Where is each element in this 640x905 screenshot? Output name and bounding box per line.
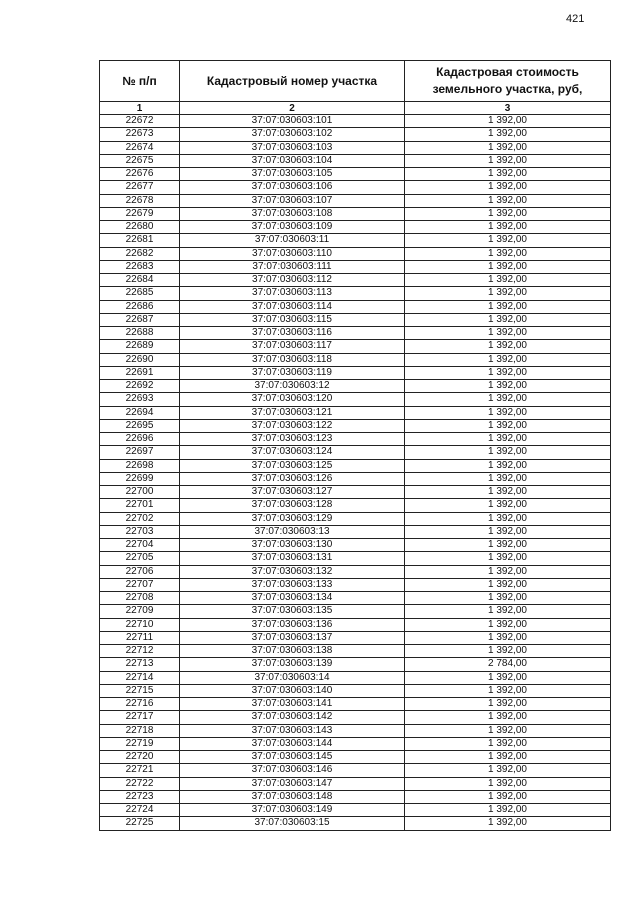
- cadastral-value-cell: 1 392,00: [405, 711, 611, 724]
- row-number-cell: 22713: [100, 658, 180, 671]
- table-row: [100, 671, 611, 684]
- row-number-cell: 22673: [100, 128, 180, 141]
- table-row: [100, 393, 611, 406]
- cadastral-value-cell: 1 392,00: [405, 472, 611, 485]
- cadastral-number-cell: 37:07:030603:110: [180, 247, 405, 260]
- cadastral-value-cell: 1 392,00: [405, 817, 611, 830]
- cadastral-value-cell: 1 392,00: [405, 565, 611, 578]
- cadastral-number-cell: 37:07:030603:123: [180, 433, 405, 446]
- cadastral-number-cell: 37:07:030603:103: [180, 141, 405, 154]
- cadastral-number-cell: 37:07:030603:14: [180, 671, 405, 684]
- table-row: [100, 645, 611, 658]
- row-number-cell: 22725: [100, 817, 180, 830]
- table-row: [100, 168, 611, 181]
- table-row: [100, 181, 611, 194]
- table-row: [100, 433, 611, 446]
- cadastral-number-cell: 37:07:030603:128: [180, 499, 405, 512]
- cadastral-value-cell: 1 392,00: [405, 141, 611, 154]
- row-number-cell: 22709: [100, 605, 180, 618]
- table-row: [100, 592, 611, 605]
- table-row: [100, 313, 611, 326]
- cadastral-value-cell: 1 392,00: [405, 552, 611, 565]
- cadastral-number-cell: 37:07:030603:132: [180, 565, 405, 578]
- table-row: [100, 380, 611, 393]
- table-row: [100, 327, 611, 340]
- row-number-cell: 22717: [100, 711, 180, 724]
- cadastral-number-cell: 37:07:030603:105: [180, 168, 405, 181]
- cadastral-value-cell: 1 392,00: [405, 804, 611, 817]
- row-number-cell: 22694: [100, 406, 180, 419]
- cadastral-value-cell: 1 392,00: [405, 605, 611, 618]
- row-number-cell: 22681: [100, 234, 180, 247]
- table-row: [100, 366, 611, 379]
- cadastral-number-cell: 37:07:030603:106: [180, 181, 405, 194]
- cadastral-number-cell: 37:07:030603:116: [180, 327, 405, 340]
- cadastral-number-cell: 37:07:030603:126: [180, 472, 405, 485]
- row-number-cell: 22686: [100, 300, 180, 313]
- table-row: [100, 472, 611, 485]
- row-number-cell: 22721: [100, 764, 180, 777]
- cadastral-value-cell: 1 392,00: [405, 671, 611, 684]
- cadastral-value-cell: 1 392,00: [405, 234, 611, 247]
- row-number-cell: 22684: [100, 274, 180, 287]
- row-number-cell: 22695: [100, 419, 180, 432]
- row-number-cell: 22688: [100, 327, 180, 340]
- cadastral-value-cell: 1 392,00: [405, 115, 611, 128]
- cadastral-value-cell: 1 392,00: [405, 684, 611, 697]
- table-header-row: [100, 61, 611, 102]
- cadastral-number-cell: 37:07:030603:145: [180, 751, 405, 764]
- table-row: [100, 777, 611, 790]
- table-row: [100, 578, 611, 591]
- cadastral-number-cell: 37:07:030603:117: [180, 340, 405, 353]
- cadastral-value-cell: 1 392,00: [405, 274, 611, 287]
- cadastral-value-cell: 1 392,00: [405, 698, 611, 711]
- page-number: 421: [566, 13, 585, 25]
- row-number-cell: 22704: [100, 539, 180, 552]
- cadastral-number-cell: 37:07:030603:147: [180, 777, 405, 790]
- table-row: [100, 804, 611, 817]
- cadastral-value-cell: 1 392,00: [405, 340, 611, 353]
- table-row: [100, 207, 611, 220]
- cadastral-value-cell: 1 392,00: [405, 433, 611, 446]
- row-number-cell: 22711: [100, 631, 180, 644]
- cadastral-value-table: [99, 60, 611, 831]
- cadastral-value-cell: 1 392,00: [405, 512, 611, 525]
- table-row: [100, 340, 611, 353]
- row-number-cell: 22696: [100, 433, 180, 446]
- table-row: [100, 751, 611, 764]
- row-number-cell: 22680: [100, 221, 180, 234]
- row-number-cell: 22672: [100, 115, 180, 128]
- cadastral-number-cell: 37:07:030603:127: [180, 486, 405, 499]
- row-number-cell: 22678: [100, 194, 180, 207]
- cadastral-number-cell: 37:07:030603:11: [180, 234, 405, 247]
- cadastral-value-cell: 1 392,00: [405, 618, 611, 631]
- row-number-cell: 22702: [100, 512, 180, 525]
- cadastral-value-cell: 1 392,00: [405, 353, 611, 366]
- table-row: [100, 698, 611, 711]
- cadastral-value-cell: 1 392,00: [405, 592, 611, 605]
- cadastral-number-cell: 37:07:030603:140: [180, 684, 405, 697]
- table-row: [100, 274, 611, 287]
- cadastral-value-cell: 1 392,00: [405, 724, 611, 737]
- table-row: [100, 486, 611, 499]
- row-number-cell: 22692: [100, 380, 180, 393]
- table-row: [100, 790, 611, 803]
- row-number-cell: 22716: [100, 698, 180, 711]
- row-number-cell: 22703: [100, 525, 180, 538]
- cadastral-number-cell: 37:07:030603:139: [180, 658, 405, 671]
- cadastral-number-cell: 37:07:030603:133: [180, 578, 405, 591]
- cadastral-number-cell: 37:07:030603:108: [180, 207, 405, 220]
- cadastral-value-cell: 1 392,00: [405, 631, 611, 644]
- cadastral-number-cell: 37:07:030603:136: [180, 618, 405, 631]
- header-cadastral-value: Кадастровая стоимость земельного участка, руб,: [405, 61, 611, 102]
- table-row: [100, 446, 611, 459]
- cadastral-number-cell: 37:07:030603:134: [180, 592, 405, 605]
- cadastral-value-cell: 1 392,00: [405, 578, 611, 591]
- cadastral-value-cell: 1 392,00: [405, 777, 611, 790]
- row-number-cell: 22677: [100, 181, 180, 194]
- table-row: [100, 287, 611, 300]
- row-number-cell: 22712: [100, 645, 180, 658]
- row-number-cell: 22693: [100, 393, 180, 406]
- cadastral-number-cell: 37:07:030603:142: [180, 711, 405, 724]
- cadastral-value-cell: 1 392,00: [405, 366, 611, 379]
- header-cadastral-number: Кадастровый номер участка: [180, 61, 405, 102]
- table-row: [100, 565, 611, 578]
- cadastral-value-cell: 1 392,00: [405, 764, 611, 777]
- table-row: [100, 128, 611, 141]
- table-row: [100, 221, 611, 234]
- row-number-cell: 22708: [100, 592, 180, 605]
- row-number-cell: 22718: [100, 724, 180, 737]
- table-row: [100, 631, 611, 644]
- cadastral-number-cell: 37:07:030603:101: [180, 115, 405, 128]
- cadastral-value-cell: 1 392,00: [405, 393, 611, 406]
- table-row: [100, 764, 611, 777]
- table-row: [100, 154, 611, 167]
- table-row: [100, 247, 611, 260]
- table-row: [100, 552, 611, 565]
- cadastral-number-cell: 37:07:030603:149: [180, 804, 405, 817]
- row-number-cell: 22699: [100, 472, 180, 485]
- cadastral-value-cell: 1 392,00: [405, 300, 611, 313]
- row-number-cell: 22710: [100, 618, 180, 631]
- cadastral-value-cell: 1 392,00: [405, 645, 611, 658]
- cadastral-number-cell: 37:07:030603:130: [180, 539, 405, 552]
- cadastral-number-cell: 37:07:030603:141: [180, 698, 405, 711]
- column-numbers-row: [100, 102, 611, 115]
- table-row: [100, 419, 611, 432]
- cadastral-value-cell: 1 392,00: [405, 525, 611, 538]
- row-number-cell: 22706: [100, 565, 180, 578]
- row-number-cell: 22700: [100, 486, 180, 499]
- cadastral-number-cell: 37:07:030603:137: [180, 631, 405, 644]
- row-number-cell: 22689: [100, 340, 180, 353]
- cadastral-number-cell: 37:07:030603:113: [180, 287, 405, 300]
- cadastral-value-cell: 1 392,00: [405, 181, 611, 194]
- cadastral-value-cell: 1 392,00: [405, 499, 611, 512]
- table-row: [100, 115, 611, 128]
- cadastral-value-cell: 1 392,00: [405, 207, 611, 220]
- table-row: [100, 525, 611, 538]
- row-number-cell: 22723: [100, 790, 180, 803]
- column-number: 1: [100, 102, 180, 115]
- table-row: [100, 353, 611, 366]
- cadastral-number-cell: 37:07:030603:104: [180, 154, 405, 167]
- cadastral-number-cell: 37:07:030603:112: [180, 274, 405, 287]
- row-number-cell: 22674: [100, 141, 180, 154]
- cadastral-value-cell: 1 392,00: [405, 154, 611, 167]
- table-row: [100, 512, 611, 525]
- table-row: [100, 194, 611, 207]
- cadastral-number-cell: 37:07:030603:120: [180, 393, 405, 406]
- row-number-cell: 22682: [100, 247, 180, 260]
- table-row: [100, 300, 611, 313]
- row-number-cell: 22675: [100, 154, 180, 167]
- cadastral-value-cell: 1 392,00: [405, 194, 611, 207]
- cadastral-number-cell: 37:07:030603:148: [180, 790, 405, 803]
- cadastral-number-cell: 37:07:030603:15: [180, 817, 405, 830]
- cadastral-number-cell: 37:07:030603:114: [180, 300, 405, 313]
- row-number-cell: 22676: [100, 168, 180, 181]
- row-number-cell: 22683: [100, 260, 180, 273]
- table-row: [100, 817, 611, 830]
- cadastral-number-cell: 37:07:030603:138: [180, 645, 405, 658]
- table-row: [100, 724, 611, 737]
- row-number-cell: 22690: [100, 353, 180, 366]
- cadastral-value-cell: 1 392,00: [405, 287, 611, 300]
- cadastral-value-cell: 1 392,00: [405, 539, 611, 552]
- table-row: [100, 499, 611, 512]
- column-number: 2: [180, 102, 405, 115]
- cadastral-value-cell: 1 392,00: [405, 406, 611, 419]
- row-number-cell: 22720: [100, 751, 180, 764]
- table-row: [100, 406, 611, 419]
- cadastral-number-cell: 37:07:030603:115: [180, 313, 405, 326]
- cadastral-value-cell: 1 392,00: [405, 419, 611, 432]
- row-number-cell: 22722: [100, 777, 180, 790]
- cadastral-value-cell: 1 392,00: [405, 221, 611, 234]
- row-number-cell: 22691: [100, 366, 180, 379]
- row-number-cell: 22714: [100, 671, 180, 684]
- table-row: [100, 605, 611, 618]
- cadastral-number-cell: 37:07:030603:118: [180, 353, 405, 366]
- cadastral-number-cell: 37:07:030603:13: [180, 525, 405, 538]
- table-row: [100, 539, 611, 552]
- row-number-cell: 22715: [100, 684, 180, 697]
- cadastral-value-cell: 1 392,00: [405, 247, 611, 260]
- cadastral-value-cell: 1 392,00: [405, 168, 611, 181]
- cadastral-number-cell: 37:07:030603:111: [180, 260, 405, 273]
- row-number-cell: 22701: [100, 499, 180, 512]
- table-row: [100, 618, 611, 631]
- cadastral-number-cell: 37:07:030603:143: [180, 724, 405, 737]
- table-row: [100, 141, 611, 154]
- cadastral-number-cell: 37:07:030603:12: [180, 380, 405, 393]
- row-number-cell: 22697: [100, 446, 180, 459]
- cadastral-number-cell: 37:07:030603:135: [180, 605, 405, 618]
- cadastral-number-cell: 37:07:030603:122: [180, 419, 405, 432]
- cadastral-value-cell: 1 392,00: [405, 737, 611, 750]
- cadastral-value-cell: 1 392,00: [405, 751, 611, 764]
- row-number-cell: 22724: [100, 804, 180, 817]
- cadastral-value-cell: 2 784,00: [405, 658, 611, 671]
- cadastral-value-cell: 1 392,00: [405, 128, 611, 141]
- cadastral-value-cell: 1 392,00: [405, 446, 611, 459]
- row-number-cell: 22719: [100, 737, 180, 750]
- cadastral-value-cell: 1 392,00: [405, 380, 611, 393]
- cadastral-number-cell: 37:07:030603:102: [180, 128, 405, 141]
- table-row: [100, 260, 611, 273]
- cadastral-value-cell: 1 392,00: [405, 313, 611, 326]
- cadastral-number-cell: 37:07:030603:146: [180, 764, 405, 777]
- row-number-cell: 22685: [100, 287, 180, 300]
- column-number: 3: [405, 102, 611, 115]
- cadastral-number-cell: 37:07:030603:131: [180, 552, 405, 565]
- cadastral-number-cell: 37:07:030603:144: [180, 737, 405, 750]
- cadastral-number-cell: 37:07:030603:125: [180, 459, 405, 472]
- table-row: [100, 737, 611, 750]
- header-row-number: № п/п: [100, 61, 180, 102]
- cadastral-value-cell: 1 392,00: [405, 459, 611, 472]
- table-row: [100, 234, 611, 247]
- cadastral-number-cell: 37:07:030603:129: [180, 512, 405, 525]
- row-number-cell: 22687: [100, 313, 180, 326]
- row-number-cell: 22698: [100, 459, 180, 472]
- cadastral-value-cell: 1 392,00: [405, 486, 611, 499]
- cadastral-value-cell: 1 392,00: [405, 327, 611, 340]
- cadastral-number-cell: 37:07:030603:107: [180, 194, 405, 207]
- cadastral-number-cell: 37:07:030603:124: [180, 446, 405, 459]
- table-row: [100, 459, 611, 472]
- cadastral-value-cell: 1 392,00: [405, 260, 611, 273]
- row-number-cell: 22705: [100, 552, 180, 565]
- table-body: [100, 115, 611, 831]
- table-row: [100, 711, 611, 724]
- cadastral-number-cell: 37:07:030603:109: [180, 221, 405, 234]
- row-number-cell: 22679: [100, 207, 180, 220]
- table-row: [100, 658, 611, 671]
- cadastral-value-cell: 1 392,00: [405, 790, 611, 803]
- cadastral-number-cell: 37:07:030603:119: [180, 366, 405, 379]
- row-number-cell: 22707: [100, 578, 180, 591]
- cadastral-number-cell: 37:07:030603:121: [180, 406, 405, 419]
- table-row: [100, 684, 611, 697]
